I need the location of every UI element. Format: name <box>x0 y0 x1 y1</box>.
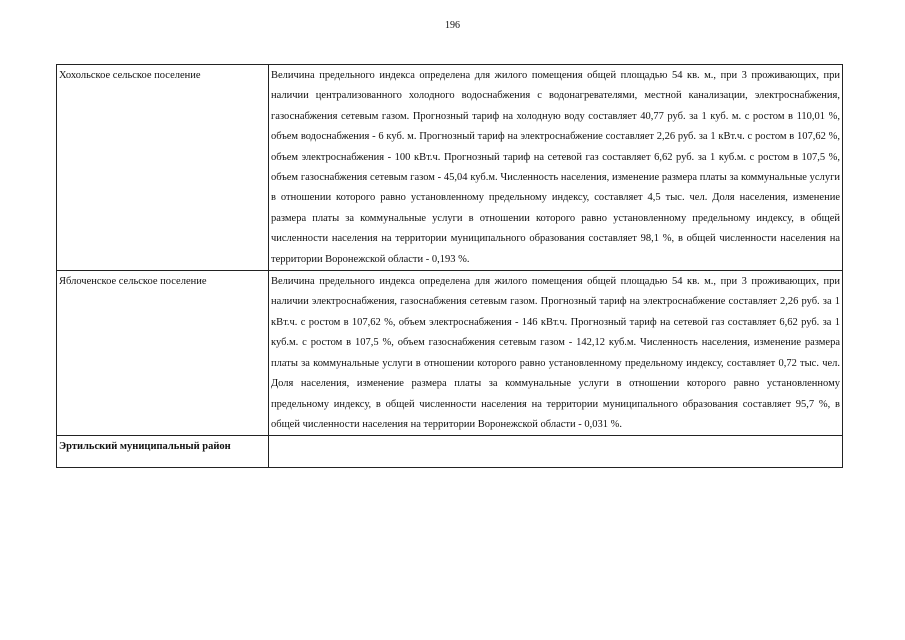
settlement-name-cell: Яблоченское сельское поселение <box>57 271 269 436</box>
table-row <box>57 65 843 271</box>
settlement-description-cell: Величина предельного индекса определена для жилого помещения общей площадью 54 кв. м., при 3 проживающих, при наличии электроснабжения, газоснабжения сетевым газом. Прогнозный тариф на электроснабжение составляет 2,26 руб. за 1 кВт.ч. с ростом в 107,62 %, объем электроснабжения - 146 кВт.ч. Прогнозный тариф на сетевой газ составляет 6,62 руб. за 1 куб.м. с ростом в 107,5 %, объем газоснабжения сетевым газом - 142,12 куб.м. Численность населения, изменение размера платы за коммунальные услуги в отношении которого равно установленному предельному индексу, составляет 0,72 тыс. чел. Доля населения, изменение размера платы за коммунальные услуги в отношении которого равно установленному предельному индексу, в общей численности населения на территории муниципального образования составляет 95,7 %, в общей численности населения на территории Воронежской области - 0,031 %. <box>269 271 843 436</box>
district-description-cell <box>269 436 843 468</box>
district-header-row <box>57 436 843 468</box>
district-name-cell: Эртильский муниципальный район <box>57 436 269 468</box>
settlement-description-cell: Величина предельного индекса определена для жилого помещения общей площадью 54 кв. м., при 3 проживающих, при наличии централизованного холодного водоснабжения с водонагревателями, местной канализации, электроснабжения, газоснабжения сетевым газом. Прогнозный тариф на холодную воду составляет 40,77 руб. за 1 куб. м. с ростом в 110,01 %, объем водоснабжения - 6 куб. м. Прогнозный тариф на электроснабжение составляет 2,26 руб. за 1 кВт.ч. с ростом в 107,62 %, объем электроснабжения - 100 кВт.ч. Прогнозный тариф на сетевой газ составляет 6,62 руб. за 1 куб.м. с ростом в 107,5 %, объем газоснабжения сетевым газом - 45,04 куб.м. Численность населения, изменение размера платы за коммунальные услуги в отношении которого равно установленному предельному индексу, составляет 4,5 тыс. чел. Доля населения, изменение размера платы за коммунальные услуги в отношении которого равно установленному предельному индексу, в общей численности населения на территории муниципального образования составляет 98,1 %, в общей численности населения на территории Воронежской области - 0,193 %. <box>269 65 843 271</box>
tariff-table <box>56 64 843 468</box>
page-number: 196 <box>445 20 460 31</box>
settlement-name-cell: Хохольское сельское поселение <box>57 65 269 271</box>
table-row <box>57 271 843 436</box>
